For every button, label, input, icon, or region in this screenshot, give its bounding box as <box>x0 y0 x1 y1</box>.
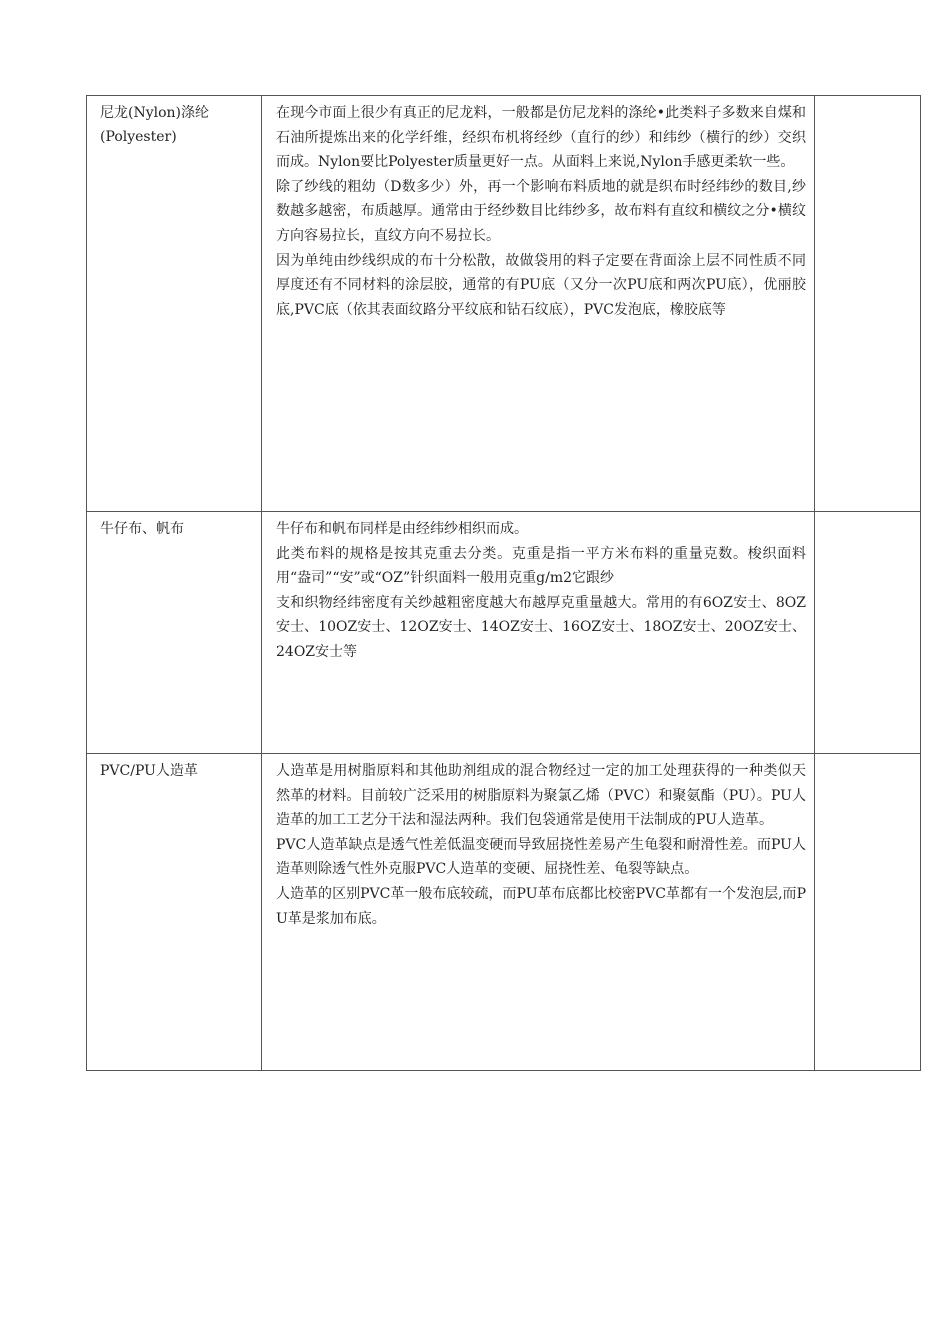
note-cell <box>815 96 921 512</box>
description-paragraph: 人造革是用树脂原料和其他助剂组成的混合物经过一定的加工处理获得的一种类似天然革的材料。目前较广泛采用的树脂原料为聚氯乙烯（PVC）和聚氨酯（PU）。PU人造革的加工工艺分干法和湿法两种。我们包袋通常是使用干法制成的PU人造革。 <box>276 763 806 829</box>
note-cell <box>815 512 921 754</box>
description-paragraph: 牛仔布和帆布同样是由经纬纱相织而成。 <box>276 521 528 537</box>
material-name-cell <box>87 512 262 754</box>
material-name-cell <box>87 96 262 512</box>
description-paragraph: 在现今市面上很少有真正的尼龙料，一般都是仿尼龙料的涤纶•此类料子多数来自煤和石油所提炼出来的化学纤维，经织布机将经纱（直行的纱）和纬纱（横行的纱）交织而成。Nylon要比Polyester质量更好一点。从面料上来说,Nylon手感更柔软一些。 <box>276 105 806 171</box>
table-row <box>87 96 921 512</box>
material-name: 牛仔布、帆布 <box>100 521 184 537</box>
material-name: PVC/PU人造革 <box>100 763 198 779</box>
material-name-cell <box>87 754 262 1071</box>
material-name: 尼龙(Nylon)涤纶(Polyester) <box>100 105 210 145</box>
materials-table <box>86 95 921 1071</box>
description-paragraph: 除了纱线的粗幼（D数多少）外，再一个影响布料质地的就是织布时经纬纱的数目,纱数越多越密，布质越厚。通常由于经纱数目比纬纱多，故布料有直纹和横纹之分•横纹方向容易拉长，直纹方向不易拉长。 <box>276 178 806 244</box>
material-description-cell <box>262 512 815 754</box>
table-row <box>87 754 921 1071</box>
description-paragraph: 支和织物经纬密度有关纱越粗密度越大布越厚克重量越大。常用的有6OZ安士、8OZ安士、10OZ安士、12OZ安士、14OZ安士、16OZ安士、18OZ安士、20OZ安士、24OZ安士等 <box>276 594 806 660</box>
material-description-cell <box>262 754 815 1071</box>
description-paragraph: 人造革的区别PVC革一般布底较疏，而PU革布底都比校密PVC革都有一个发泡层,而PU革是浆加布底。 <box>276 885 806 927</box>
note-cell <box>815 754 921 1071</box>
table-row <box>87 512 921 754</box>
description-paragraph: 因为单纯由纱线织成的布十分松散，故做袋用的料子定要在背面涂上层不同性质不同厚度还有不同材料的涂层胶，通常的有PU底（又分一次PU底和两次PU底），优丽胶底,PVC底（依其表面纹路分平纹底和钻石纹底），PVC发泡底，橡胶底等 <box>276 252 806 318</box>
description-paragraph: PVC人造革缺点是透气性差低温变硬而导致屈挠性差易产生龟裂和耐滑性差。而PU人造革则除透气性外克服PVC人造革的变硬、屈挠性差、龟裂等缺点。 <box>276 836 806 878</box>
material-description-cell <box>262 96 815 512</box>
description-paragraph: 此类布料的规格是按其克重去分类。克重是指一平方米布料的重量克数。梭织面料用“盎司”“安”或“OZ”针织面料一般用克重g/m2它跟纱 <box>276 545 806 587</box>
